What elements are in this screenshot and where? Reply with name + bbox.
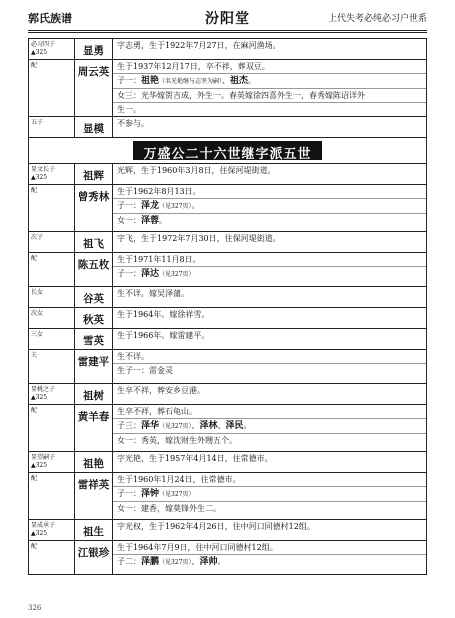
table-row [29,60,426,117]
detail-line [113,266,426,281]
details-cell [113,541,426,574]
detail-line [113,554,426,569]
detail-line [113,232,426,245]
person-name: 祖生 [75,520,113,540]
detail-line [113,287,426,300]
relation-cell [29,350,75,383]
relation-cell [29,253,75,286]
relation-cell [29,384,75,404]
page-reference: （见327页） [159,203,192,210]
page-header [28,6,427,30]
person-name: 江银珍 [75,541,113,574]
detail-text: 不参与。 [117,119,149,128]
page-reference: （见327页） [159,559,192,566]
details-cell [113,232,426,252]
hall-name: 汾阳堂 [205,11,250,27]
table-row [29,232,426,253]
relation-cell [29,185,75,231]
detail-line [113,117,426,130]
table-row [29,473,426,520]
relation-cell [29,520,75,540]
relation-label: 必习四子 [31,41,56,48]
detail-line [113,164,426,177]
detail-text: 生于1962年8月13日。 [117,187,201,196]
detail-line [113,541,426,554]
table-row [29,452,426,473]
detail-line [113,473,426,486]
person-name: 陈五枚 [75,253,113,286]
person-name: 黄羊春 [75,405,113,451]
detail-text: 。 [248,76,257,85]
relation-cell [29,405,75,451]
book-title: 郭氏族谱 [28,12,72,25]
detail-text: 生卒不祥，葬安乡豆港。 [117,386,205,395]
page-reference: （见327页） [159,271,195,278]
detail-text: 字光权，生于1962年4月26日，住中河口同德村12组。 [117,522,315,531]
detail-text: 女一：秀英，嫁沈财生外甥五个。 [117,436,237,445]
detail-text: 光辉，生于1960年3月8日，住保河堤街道。 [117,166,276,175]
table-row [29,405,426,452]
table-row [29,253,426,287]
relation-label: ▲325 [31,49,48,56]
detail-text: 生于1960年1月24日，住常德市。 [117,475,241,484]
genealogy-table [28,38,427,575]
detail-line [113,501,426,515]
person-name: 雷建平 [75,350,113,383]
detail-text: 、 [191,557,200,566]
relation-label: 配 [31,543,38,550]
child-name: 祖杰 [230,76,249,86]
relation-cell [29,39,75,59]
detail-text: 。 [243,421,252,430]
child-name: 泽钟 [141,489,160,499]
detail-text: 子一： [117,489,141,498]
detail-line [113,39,426,52]
detail-text: 。 [191,201,200,210]
detail-line [113,185,426,198]
table-row [29,185,426,232]
detail-line [113,520,426,533]
relation-label: ▲325 [31,462,48,469]
relation-label: ▲325 [31,530,48,537]
person-name: 曾秀林 [75,185,113,231]
person-name: 雷祥英 [75,473,113,519]
details-cell [113,164,426,184]
relation-label: 五子 [31,119,44,126]
detail-line [113,363,426,377]
child-name: 泽民 [225,421,244,431]
detail-line [113,102,426,116]
details-cell [113,350,426,383]
details-cell [113,117,426,137]
detail-text: 、 [191,421,200,430]
person-name: 显模 [75,117,113,137]
detail-text: 生不详。嫁吴泽蒲。 [117,289,189,298]
detail-line [113,350,426,363]
detail-text: 女一： [117,216,141,225]
relation-cell [29,164,75,184]
relation-label: 配 [31,62,38,69]
child-name: 泽达 [141,269,160,279]
detail-line [113,384,426,397]
relation-cell [29,329,75,349]
relation-label: 显桃之子 [31,386,56,393]
detail-text: 女一：建香，嫁莫锋外生二。 [117,504,221,513]
detail-line [113,60,426,73]
detail-text: 生于1937年12月17日，卒不祥，葬双豆。 [117,62,270,71]
details-cell [113,39,426,59]
table-row [29,308,426,329]
detail-line [113,198,426,213]
detail-text: 子一： [117,76,141,85]
child-name: 泽蓉 [141,216,160,226]
person-name: 祖飞 [75,232,113,252]
child-name: 泽林 [199,421,218,431]
person-name: 雪英 [75,329,113,349]
header-rule-double [28,32,427,33]
relation-label: 三女 [31,331,44,338]
table-row [29,287,426,308]
detail-text: 生于1966年。嫁雷建平。 [117,331,210,340]
detail-line [113,88,426,102]
detail-text: 子二： [117,557,141,566]
relation-cell [29,232,75,252]
detail-text: 字志勇，生于1922年7月27日，在麻河渔场。 [117,41,281,50]
relation-cell [29,308,75,328]
details-cell [113,287,426,307]
detail-text: 、 [222,76,231,85]
details-cell [113,308,426,328]
relation-cell [29,452,75,472]
detail-text: 子三： [117,421,141,430]
details-cell [113,452,426,472]
detail-text: 字光艳，生于1957年4月14日，住常德市。 [117,454,273,463]
detail-text: 生不详。 [117,352,149,361]
relation-cell [29,541,75,574]
relation-cell [29,117,75,137]
details-cell [113,405,426,451]
relation-label: 配 [31,255,38,262]
detail-line [113,329,426,342]
detail-line [113,213,426,228]
detail-line [113,73,426,88]
relation-label: 显望嗣子 [31,454,56,461]
detail-text: 生卒不祥，葬石龟山。 [117,407,197,416]
relation-label: 配 [31,187,38,194]
table-row [29,39,426,60]
detail-text: 。 [217,557,226,566]
detail-text: 子一： [117,201,141,210]
page-reference: （名光艳继与志坚为嗣） [159,78,223,85]
detail-text: 字飞，生于1972年7月30日，住保河堤街道。 [117,234,281,243]
relation-label: 夫 [31,352,38,359]
header-rule [28,30,427,31]
details-cell [113,253,426,286]
relation-label: 次子 [31,234,44,241]
details-cell [113,384,426,404]
detail-line [113,405,426,418]
relation-label: 次女 [31,310,44,317]
detail-text: 、 [217,421,226,430]
relation-label: 配 [31,475,38,482]
detail-line [113,452,426,465]
detail-line [113,308,426,321]
relation-label: 配 [31,407,38,414]
table-row [29,541,426,574]
page-number: 326 [28,604,42,612]
details-cell [113,473,426,519]
relation-label: ▲325 [31,394,48,401]
detail-line [113,418,426,433]
detail-text: 生于1964年。嫁徐祥雪。 [117,310,210,319]
child-name: 泽鹏 [141,557,160,567]
relation-cell [29,473,75,519]
person-name: 显勇 [75,39,113,59]
relation-label: 长女 [31,289,44,296]
person-name: 祖辉 [75,164,113,184]
child-name: 泽华 [141,421,160,431]
relation-label: 显成承子 [31,522,56,529]
detail-text: 子一： [117,269,141,278]
child-name: 泽龙 [141,201,160,211]
relation-cell [29,60,75,116]
person-name: 祖艳 [75,452,113,472]
table-row [29,350,426,384]
detail-text: 生子一：雷金灵 [117,366,173,375]
child-name: 泽帅 [199,557,218,567]
person-name: 祖树 [75,384,113,404]
section-title: 上代失考必纯必习户世系 [327,14,427,24]
details-cell [113,520,426,540]
details-cell [113,60,426,116]
table-row [29,520,426,541]
generation-banner-row [29,138,426,164]
table-row [29,329,426,350]
relation-cell [29,287,75,307]
table-row [29,164,426,185]
detail-line [113,433,426,447]
details-cell [113,329,426,349]
table-row [29,384,426,405]
relation-label: ▲325 [31,174,48,181]
relation-label: 显文长子 [31,166,56,173]
detail-text: 女三：光华嫁贺吉成，外生一。春英嫁徐四喜外生一，春秀嫁陈诏详外 [117,91,365,100]
person-name: 谷英 [75,287,113,307]
person-name: 秋英 [75,308,113,328]
detail-text: 。 [159,216,168,225]
detail-text: 生一。 [117,105,141,114]
detail-text: 生于1971年11月8日。 [117,255,201,264]
detail-line [113,253,426,266]
page-reference: （见327页） [159,423,192,430]
generation-banner: 万盛公二十六世继字派五世 [133,141,321,160]
detail-line [113,486,426,501]
table-row [29,117,426,138]
person-name: 周云英 [75,60,113,116]
details-cell [113,185,426,231]
child-name: 祖艳 [141,76,160,86]
detail-text: 生于1964年7月9日，住中河口同德村12组。 [117,543,278,552]
page-reference: （见327页） [159,491,195,498]
